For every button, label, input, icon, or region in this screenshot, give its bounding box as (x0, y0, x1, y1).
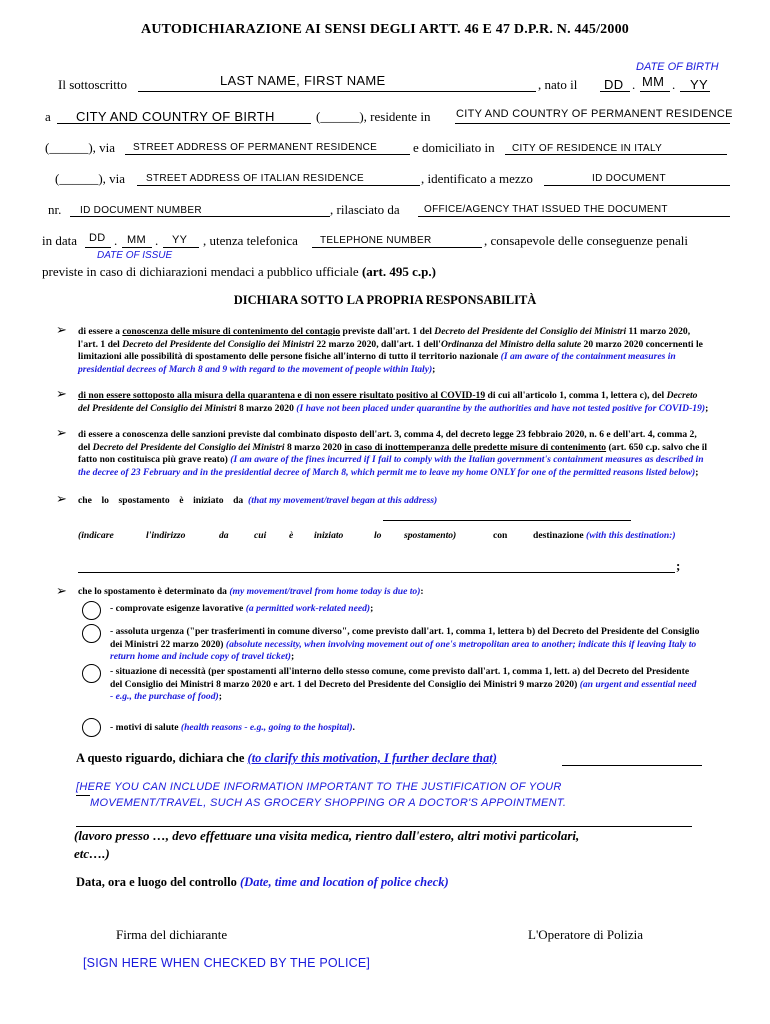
word: l'indirizzo (146, 530, 186, 541)
id-doc-line (544, 185, 730, 186)
signature-declarant-label: Firma del dichiarante (116, 927, 228, 942)
dob-hint: DATE OF BIRTH (636, 61, 719, 73)
city-italy-line (505, 154, 727, 155)
option-necessity-radio[interactable] (82, 664, 101, 683)
id-number-field[interactable]: ID DOCUMENT NUMBER (80, 205, 202, 216)
section-title: DICHIARA SOTTO LA PROPRIA RESPONSABILITÀ (233, 293, 537, 307)
control-text: Data, ora e luogo del controllo (Date, time and location of police check) (76, 875, 449, 889)
dob-mm-field[interactable]: MM (642, 74, 665, 89)
info-underline (76, 826, 692, 827)
arrow-bullet-icon: ➢ (56, 583, 67, 598)
info-line-underline (76, 795, 90, 796)
italian-street-field[interactable]: STREET ADDRESS OF ITALIAN RESIDENCE (146, 173, 364, 184)
city-residence-field[interactable]: CITY AND COUNTRY OF PERMANENT RESIDENCE (456, 108, 733, 120)
id-number-line (70, 216, 330, 217)
start-address-line[interactable] (383, 520, 631, 521)
penal-text: previste in caso di dichiarazioni mendaci a pubblico ufficiale (art. 495 c.p.) (42, 264, 436, 279)
issue-mm-line (122, 247, 152, 248)
option-work-label: - comprovate esigenze lavorative (a permitted work-related need); (110, 603, 374, 614)
via-italy-label: (______), via (55, 171, 126, 186)
bullet-sanctions: di essere a conoscenza delle sanzioni previste dal combinato disposto dell'art. 3, comma 4, del decreto legge 23 febbraio 2020, n. 6 e dell'art. 4, comma 2, del Decreto del Presidente del Consiglio dei Ministri 8 marzo 2020 in caso di inottemperanza delle predette misure di contenimento (art. 650 c.p. salvo che il fatto non costituisca più grave reato) (I am aware of the fines incurred if I fail to comply with the Italian government's containment measures as described in the decree of 23 February and in the presidential decree of March 8, which permit me to leave my home ONLY for one of the permitted reasons listed below); (78, 429, 708, 478)
phone-field[interactable]: TELEPHONE NUMBER (320, 235, 432, 246)
city-birth-field[interactable]: CITY AND COUNTRY OF BIRTH (76, 109, 275, 124)
bullet-quarantine: di non essere sottoposto alla misura della quarantena e di non essere risultato positivo al COVID-19 di cui all'articolo 1, comma 1, lettera c), del Decreto del Presidente del Consiglio dei Ministri 8 marzo 2020 (I have not been placed under quarantine by the authorities and have not tested positive for COVID-19); (78, 390, 709, 414)
phone-label: , utenza telefonica (203, 233, 298, 248)
word: cui (254, 530, 267, 541)
italian-street-line (137, 185, 420, 186)
word: spostamento) (404, 530, 457, 541)
semicolon: ; (676, 558, 681, 573)
option-work-radio[interactable] (82, 601, 101, 620)
dot: . (114, 233, 118, 248)
word: lo (374, 530, 382, 541)
data-label: in data (42, 233, 78, 248)
residente-label: (______), residente in (316, 109, 431, 124)
arrow-bullet-icon: ➢ (56, 491, 67, 506)
id-doc-field[interactable]: ID DOCUMENT (592, 173, 666, 184)
office-field[interactable]: OFFICE/AGENCY THAT ISSUED THE DOCUMENT (424, 204, 668, 215)
option-urgency-label: - assoluta urgenza ("per trasferimenti in comune diverso", come previsto dall'art. 1, comma 1, lettera b) del Decreto del Presidente del Consiglio dei Ministri 22 marzo 2020) (absolute necessity, when involving movement out of one's metropolitan area to another; indicate this if leaving Italy to return home and include copy of travel ticket); (110, 626, 700, 663)
issue-dd-line (85, 247, 111, 248)
sign-here-field[interactable]: [SIGN HERE WHEN CHECKED BY THE POLICE] (83, 956, 371, 970)
issue-yy-line (163, 247, 199, 248)
examples-text-2: etc….) (74, 846, 110, 861)
info-line-1[interactable]: [HERE YOU CAN INCLUDE INFORMATION IMPORTANT TO THE JUSTIFICATION OF YOUR (76, 781, 562, 793)
bullet-start-address: che lo spostamento è iniziato da (that my movement/travel began at this address) (78, 495, 438, 506)
a-label: a (45, 109, 51, 124)
dob-yy-field[interactable]: YY (690, 77, 708, 92)
destination-line[interactable] (78, 572, 675, 573)
option-health-label: - motivi di salute (health reasons - e.g., going to the hospital). (110, 722, 355, 733)
dob-mm-line (640, 91, 670, 92)
city-residence-line (455, 123, 730, 124)
arrow-bullet-icon: ➢ (56, 322, 67, 337)
arrow-bullet-icon: ➢ (56, 425, 67, 440)
word: (indicare (78, 530, 114, 541)
issue-date-hint: DATE OF ISSUE (97, 250, 173, 261)
examples-text: (lavoro presso …, devo effettuare una visita medica, rientro dall'estero, altri motivi particolari, (74, 828, 580, 843)
issued-label: , rilasciato da (330, 202, 400, 217)
nr-label: nr. (48, 202, 62, 217)
word: con (493, 530, 508, 541)
dot: . (672, 77, 676, 92)
phone-line (312, 247, 482, 248)
option-necessity-label: - situazione di necessità (per spostamenti all'interno dello stesso comune, come previsto dall'art. 1, comma 1, lett. a) del Decreto del Presidente del Consiglio dei Ministri 8 marzo 2020 e art. 1 del Decreto del Presidente del Consiglio dei Ministri 9 marzo 2020) (an urgent and essential need - e.g., the purchase of food); (110, 666, 697, 703)
document-title: AUTODICHIARAZIONE AI SENSI DEGLI ARTT. 46 E 47 D.P.R. N. 445/2000 (141, 22, 629, 37)
name-field[interactable]: LAST NAME, FIRST NAME (220, 73, 386, 88)
declare-text: A questo riguardo, dichiara che (to clarify this motivation, I further declare that) (76, 751, 497, 765)
name-line (138, 91, 536, 92)
signature-police-label: L'Operatore di Polizia (528, 927, 643, 942)
aware-label: , consapevole delle conseguenze penali (484, 233, 688, 248)
domicile-label: e domiciliato in (413, 140, 495, 155)
destination-label: destinazione (with this destination:) (533, 530, 676, 541)
option-health-radio[interactable] (82, 718, 101, 737)
bullet-reason: che lo spostamento è determinato da (my movement/travel from home today is due to): (78, 586, 424, 597)
issue-dd-field[interactable]: DD (89, 232, 106, 244)
dob-dd-field[interactable]: DD (604, 77, 624, 92)
via-label: (______), via (45, 140, 116, 155)
dot: . (632, 77, 636, 92)
sottoscritto-label: Il sottoscritto (58, 77, 127, 92)
city-italy-field[interactable]: CITY OF RESIDENCE IN ITALY (512, 143, 663, 154)
bullet-containment: di essere a conoscenza delle misure di contenimento del contagio previste dall'art. 1 del Decreto del Presidente del Consiglio dei Ministri 11 marzo 2020, l'art. 1 del Decreto del Presidente del Consiglio dei Ministri 22 marzo 2020, dall'art. 1 dell'Ordinanza del Ministro della salute 20 marzo 2020 concernenti le limitazioni alle possibilità di spostamento delle persone fisiche all'interno di tutto il territorio nazionale (I am aware of the containment measures in presidential decrees of March 8 and 9 with regard to the movement of people within Italy); (78, 326, 703, 375)
option-urgency-radio[interactable] (82, 624, 101, 643)
issue-mm-field[interactable]: MM (127, 234, 146, 246)
word: da (219, 530, 229, 541)
street-field[interactable]: STREET ADDRESS OF PERMANENT RESIDENCE (133, 142, 378, 153)
nato-label: , nato il (538, 77, 578, 92)
street-line (125, 154, 410, 155)
info-line-2[interactable]: MOVEMENT/TRAVEL, SUCH AS GROCERY SHOPPING OR A DOCTOR'S APPOINTMENT. (90, 797, 567, 809)
issue-yy-field[interactable]: YY (172, 234, 188, 246)
word: iniziato (314, 530, 344, 541)
ident-label: , identificato a mezzo (421, 171, 533, 186)
declare-line (562, 765, 702, 766)
office-line (418, 216, 730, 217)
arrow-bullet-icon: ➢ (56, 386, 67, 401)
word: è (289, 530, 294, 541)
dot: . (155, 233, 159, 248)
